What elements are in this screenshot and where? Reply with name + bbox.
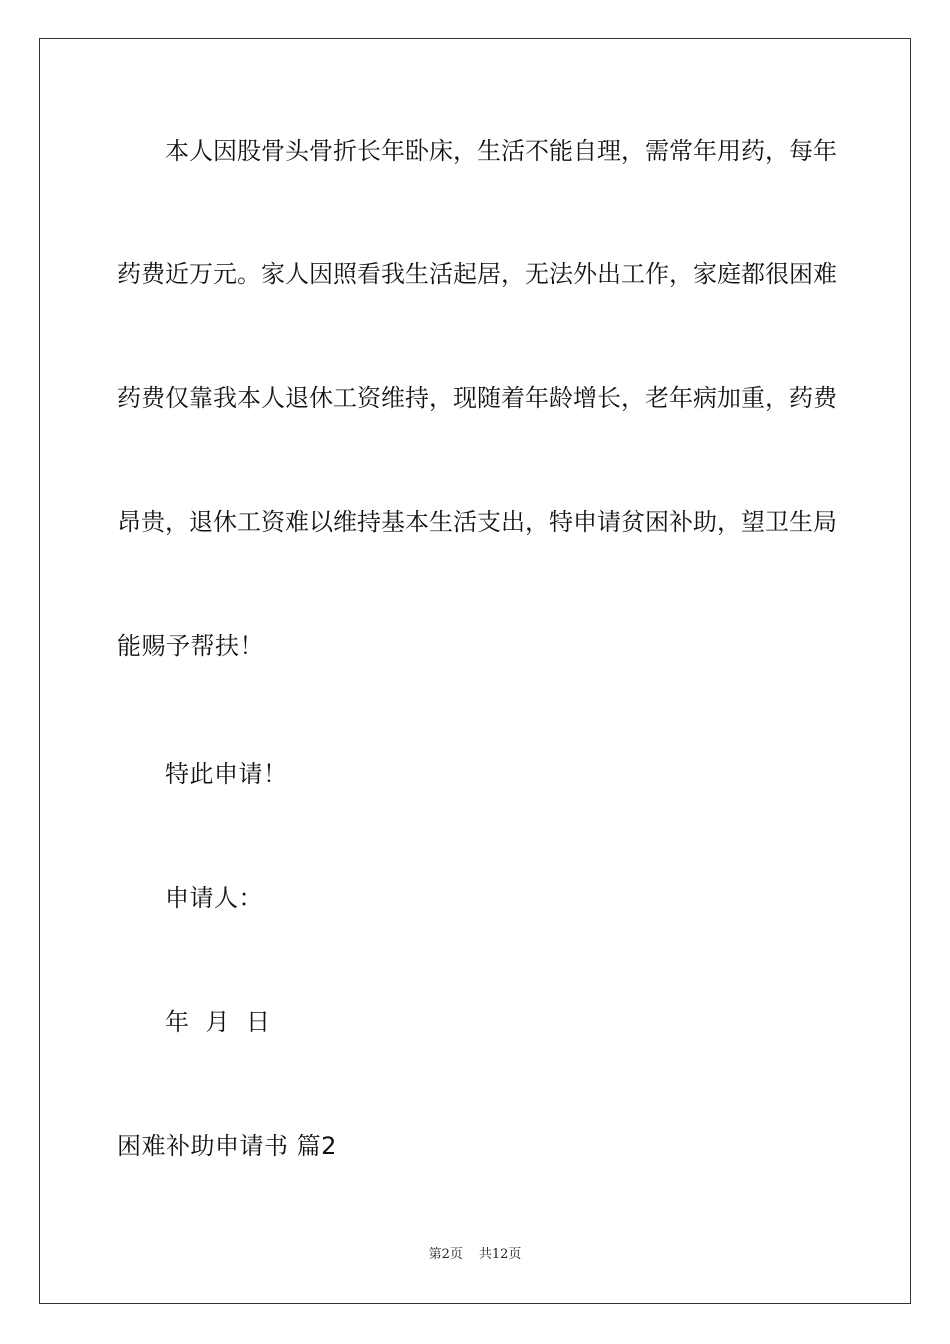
body-line-5: 能赐予帮扶！ bbox=[117, 632, 264, 660]
body-line-3: 药费仅靠我本人退休工资维持，现随着年龄增长，老年病加重，药费 bbox=[117, 384, 837, 412]
applicant-label: 申请人： bbox=[165, 884, 263, 912]
body-line-1: 本人因股骨头骨折长年卧床，生活不能自理，需常年用药，每年 bbox=[165, 137, 837, 165]
closing-text: 特此申请！ bbox=[165, 760, 288, 788]
page-footer bbox=[0, 1246, 950, 1264]
date-line bbox=[165, 1007, 271, 1037]
date-month: 月 bbox=[205, 1008, 230, 1036]
body-line-4: 昂贵，退休工资难以维持基本生活支出，特申请贫困补助，望卫生局 bbox=[117, 508, 837, 536]
page-border bbox=[39, 38, 911, 1304]
date-day: 日 bbox=[246, 1008, 271, 1036]
page-total: 共12页 bbox=[478, 1247, 522, 1262]
date-year: 年 bbox=[165, 1008, 190, 1036]
page-number: 第2页 bbox=[428, 1247, 463, 1262]
section-title: 困难补助申请书 篇2 bbox=[117, 1132, 337, 1160]
body-line-2: 药费近万元。家人因照看我生活起居，无法外出工作，家庭都很困难 bbox=[117, 260, 837, 288]
